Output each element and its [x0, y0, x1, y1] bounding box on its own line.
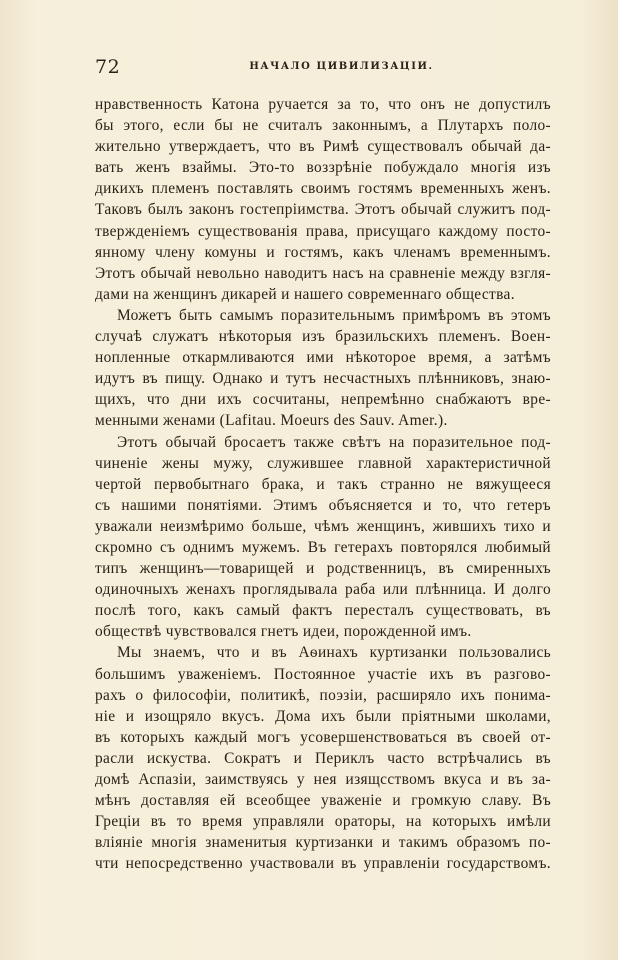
text-line: менными женами (Lafitau. Moeurs des Sauv. Amer.). — [95, 412, 448, 430]
page-number: 72 — [95, 56, 121, 78]
text-line: рахъ о философіи, политикѣ, поэзіи, расширяло ихъ понима- — [95, 686, 551, 704]
text-line: чти непосредственно участвовали въ управленіи государствомъ. — [95, 855, 551, 873]
text-line: ніе и изощряло вкусъ. Дома ихъ были пріятными школами, — [95, 707, 551, 725]
text-line: щихъ, что дни ихъ сосчитаны, непремѣнно снабжаютъ вре- — [95, 391, 551, 409]
text-line: типъ женщинъ—товарищей и родственницъ, въ смиренныхъ — [95, 560, 551, 578]
text-line: янному члену комуны и гостямъ, какъ членамъ временнымъ. — [95, 243, 551, 261]
text-line: вать женъ взаймы. Это-то воззрѣніе побуждало многія изъ — [95, 159, 551, 177]
paragraph — [95, 642, 551, 874]
text-line: домѣ Аспазіи, заимствуясь у нея изящсствомъ вкуса и въ за- — [95, 771, 551, 788]
text-line: вліяніе многія знаменитыя куртизанки и такимъ образомъ по- — [95, 834, 551, 852]
paragraph — [95, 305, 551, 432]
text-line: Можетъ быть самымъ поразительнымъ примѣромъ въ этомъ — [117, 306, 551, 324]
text-line: Греціи въ то время управляли ораторы, на которыхъ имѣли — [95, 813, 551, 831]
text-line: Этотъ обычай бросаетъ также свѣтъ на поразительное под- — [117, 433, 551, 451]
text-line: дикихъ племенъ поставлять своимъ гостямъ временныхъ женъ. — [95, 180, 551, 198]
text-line: чертой первобытнаго брака, и такъ странно не вяжущееся — [95, 475, 551, 493]
text-line: съ нашими понятіями. Этимъ объясняется и то, что гетеръ — [95, 496, 551, 514]
text-line: Этотъ обычай невольно наводитъ насъ на сравненіе между взгля- — [95, 264, 551, 282]
page-header — [95, 56, 548, 80]
text-line: бы этого, если бы не считалъ законнымъ, а Плутархъ поло- — [95, 117, 551, 135]
text-line: чиненіе жены мужу, служившее главной характеристичной — [95, 454, 551, 472]
paragraph — [95, 432, 551, 643]
text-line: расли искуства. Сократъ и Периклъ часто встрѣчались въ — [95, 749, 551, 767]
text-line: нравственность Катона ручается за то, что онъ не допустилъ — [95, 96, 551, 113]
text-line: одиночныхъ женахъ проглядывала раба или плѣнница. И долго — [95, 581, 551, 599]
paragraph — [95, 94, 551, 305]
text-line: нопленные откармливаются ими нѣкоторое время, а затѣмъ — [95, 349, 551, 367]
text-line: въ которыхъ каждый могъ усовершенствоваться въ своей от- — [95, 728, 551, 746]
text-line: дами на женщинъ дикарей и нашего современнаго общества. — [95, 285, 515, 303]
text-line: Таковъ былъ законъ гостепріимства. Этотъ обычай служитъ под- — [95, 201, 551, 219]
text-line: Мы знаемъ, что и въ Аѳинахъ куртизанки пользовались — [117, 644, 551, 662]
text-line: большимъ уваженіемъ. Постоянное участіе ихъ въ разгово- — [95, 665, 551, 683]
text-line: послѣ того, какъ самый фактъ пересталъ существовать, въ — [95, 602, 551, 620]
text-line: обществѣ чувствовался гнетъ идеи, порожденной имъ. — [95, 623, 472, 641]
text-line: твержденіемъ существованія права, присущаго каждому посто- — [95, 222, 551, 240]
running-title: НАЧАЛО ЦИВИЛИЗАЦІИ. — [249, 61, 434, 72]
text-line: идутъ въ пищу. Однако и тутъ несчастныхъ плѣнниковъ, знаю- — [95, 370, 551, 388]
text-line: уважали неизмѣримо больше, чѣмъ женщинъ, жившихъ тихо и — [95, 517, 551, 535]
body-text — [95, 94, 551, 874]
text-line: жительно утверждаетъ, что въ Римѣ существовалъ обычай да- — [95, 138, 551, 156]
text-line: мѣнъ доставляя ей всеобщее уваженіе и громкую славу. Въ — [95, 792, 551, 810]
text-line: случаѣ служатъ нѣкоторыя изъ бразильскихъ племенъ. Воен- — [95, 328, 551, 346]
text-line: скромно съ однимъ мужемъ. Въ гетерахъ повторялся любимый — [95, 538, 551, 556]
